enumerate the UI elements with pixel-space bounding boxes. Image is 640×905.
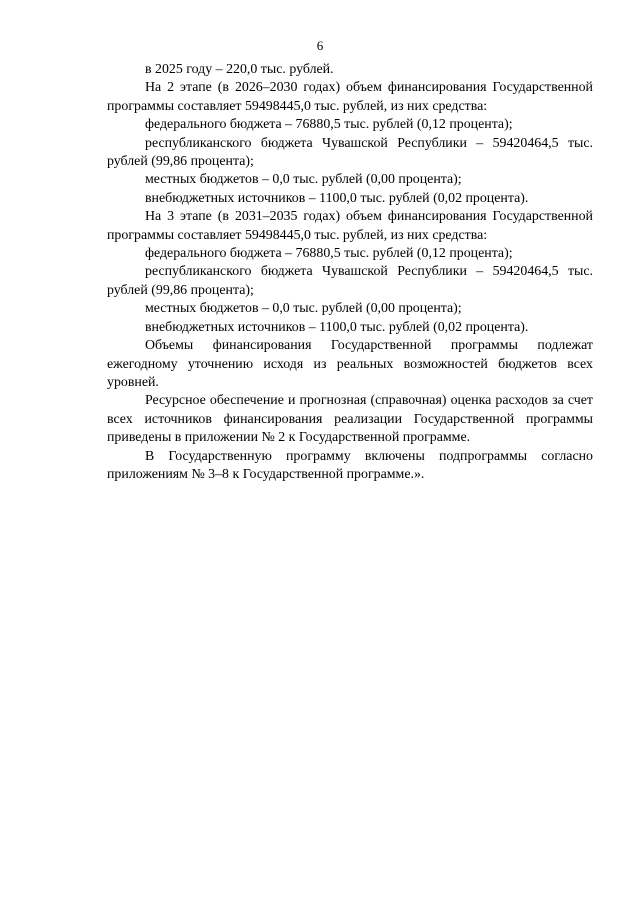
paragraph-stage-2-local: местных бюджетов – 0,0 тыс. рублей (0,00 процента); <box>145 172 462 188</box>
paragraph-stage-3-extrabudgetary: внебюджетных источников – 1100,0 тыс. рублей (0,02 процента). <box>145 319 529 335</box>
paragraph-stage-3-federal: федерального бюджета – 76880,5 тыс. рублей (0,12 процента); <box>145 246 513 262</box>
page-number: 6 <box>316 38 324 53</box>
paragraph-stage-3-local: местных бюджетов – 0,0 тыс. рублей (0,00 процента); <box>145 301 462 317</box>
paragraph-stage-2-extrabudgetary: внебюджетных источников – 1100,0 тыс. рублей (0,02 процента). <box>145 190 529 206</box>
paragraph-stage-2-republican: республиканского бюджета Чувашской Республики – 59420464,5 тыс. рублей (99,86 процента); <box>107 135 593 170</box>
paragraph-stage-2-total: На 2 этапе (в 2026–2030 годах) объем финансирования Государственной программы составляет 59498445,0 тыс. рублей, из них средства: <box>107 80 593 114</box>
document-body <box>107 61 593 484</box>
paragraph-stage-2-federal: федерального бюджета – 76880,5 тыс. рублей (0,12 процента); <box>145 117 513 133</box>
paragraph-subprograms: В Государственную программу включены подпрограммы согласно приложениям № 3–8 к Государственной программе.». <box>107 448 593 482</box>
paragraph-resource-estimate: Ресурсное обеспечение и прогнозная (справочная) оценка расходов за счет всех источников финансирования реализации Государственной программы приведены в приложении № 2 к Государственной программе. <box>107 393 593 446</box>
paragraph-annual-adjustment: Объемы финансирования Государственной программы подлежат ежегодному уточнению исходя из реальных возможностей бюджетов всех уровней. <box>107 338 593 390</box>
paragraph-2025-amount: в 2025 году – 220,0 тыс. рублей. <box>145 62 334 77</box>
paragraph-stage-3-total: На 3 этапе (в 2031–2035 годах) объем финансирования Государственной программы составляет 59498445,0 тыс. рублей, из них средства: <box>107 209 593 243</box>
paragraph-stage-3-republican: республиканского бюджета Чувашской Республики – 59420464,5 тыс. рублей (99,86 процента); <box>107 264 593 298</box>
